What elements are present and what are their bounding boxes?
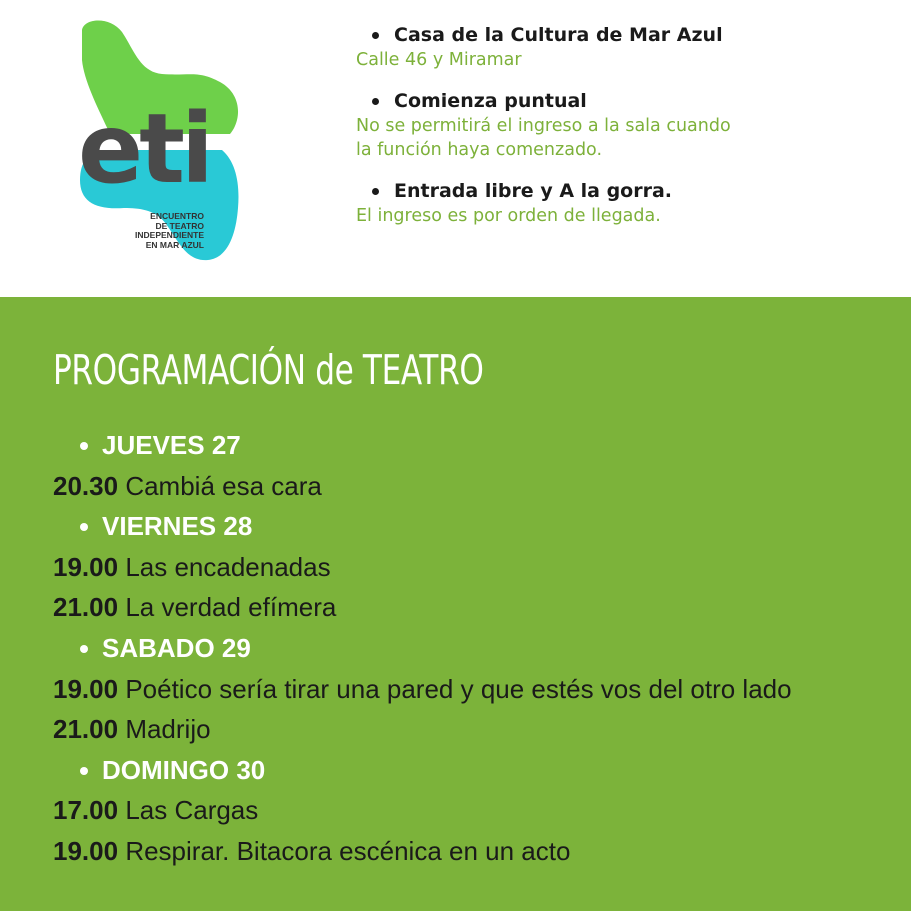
bullet-icon xyxy=(80,523,88,531)
event-title: Madrijo xyxy=(125,714,211,745)
info-detail-line: No se permitirá el ingreso a la sala cuando xyxy=(356,116,731,136)
info-entry xyxy=(356,178,896,228)
logo-tagline-line: INDEPENDIENTE xyxy=(135,230,204,240)
info-title-text: Casa de la Cultura de Mar Azul xyxy=(394,24,723,46)
bullet-icon xyxy=(80,767,88,775)
info-detail-line: la función haya comenzado. xyxy=(356,140,603,160)
program-list xyxy=(53,425,903,872)
day-label: DOMINGO 30 xyxy=(102,754,266,785)
day-label: JUEVES 27 xyxy=(102,430,241,460)
bullet-icon xyxy=(372,32,379,39)
event-title: La verdad efímera xyxy=(125,592,337,623)
event-row xyxy=(53,466,903,507)
logo-tagline-line: EN MAR AZUL xyxy=(145,239,204,250)
event-title: Las Cargas xyxy=(125,795,259,826)
info-title xyxy=(356,178,896,204)
day-header xyxy=(53,750,903,791)
logo-tagline-line: ENCUENTRO xyxy=(150,211,204,221)
info-punctual xyxy=(356,88,896,162)
day-label: VIERNES 28 xyxy=(102,511,253,542)
event-time: 19.00 xyxy=(53,673,119,704)
eti-logo xyxy=(70,12,260,270)
day-label: SABADO 29 xyxy=(102,632,251,663)
logo-tagline-line: DE TEATRO xyxy=(155,220,204,231)
info-detail xyxy=(356,204,896,228)
info-detail xyxy=(356,114,896,162)
info-venue xyxy=(356,22,896,72)
info-detail-line: Calle 46 y Miramar xyxy=(356,50,522,70)
event-row xyxy=(53,587,903,628)
event-row xyxy=(53,831,903,872)
logo-tagline xyxy=(98,212,204,250)
event-title: Las encadenadas xyxy=(125,551,331,582)
day-header xyxy=(53,628,903,669)
info-title xyxy=(356,22,896,48)
event-time: 19.00 xyxy=(53,835,119,866)
event-info-list xyxy=(356,22,896,244)
bullet-icon xyxy=(372,188,379,195)
event-row xyxy=(53,709,903,750)
header-section xyxy=(0,0,911,297)
event-time: 21.00 xyxy=(53,592,119,623)
program-section xyxy=(0,297,911,911)
info-title-text: Comienza puntual xyxy=(394,90,587,112)
info-detail-line: El ingreso es por orden de llegada. xyxy=(356,206,661,226)
info-detail xyxy=(356,48,896,72)
event-row xyxy=(53,669,903,710)
event-title: Respirar. Bitacora escénica en un acto xyxy=(125,835,571,866)
event-row xyxy=(53,790,903,831)
program-heading: PROGRAMACIÓN de TEATRO xyxy=(53,346,484,394)
day-header xyxy=(53,506,903,547)
event-time: 19.00 xyxy=(53,551,119,582)
bullet-icon xyxy=(372,98,379,105)
bullet-icon xyxy=(80,442,88,450)
event-row xyxy=(53,547,903,588)
event-time: 17.00 xyxy=(53,795,119,826)
info-title-text: Entrada libre y A la gorra. xyxy=(394,180,673,202)
event-title: Poético sería tirar una pared y que estés vos del otro lado xyxy=(125,673,792,704)
event-time: 20.30 xyxy=(53,470,119,501)
logo-wordmark: eti xyxy=(78,93,210,205)
event-title: Cambiá esa cara xyxy=(125,470,322,501)
event-time: 21.00 xyxy=(53,714,119,745)
bullet-icon xyxy=(80,645,88,653)
info-title xyxy=(356,88,896,114)
day-header xyxy=(53,425,903,466)
